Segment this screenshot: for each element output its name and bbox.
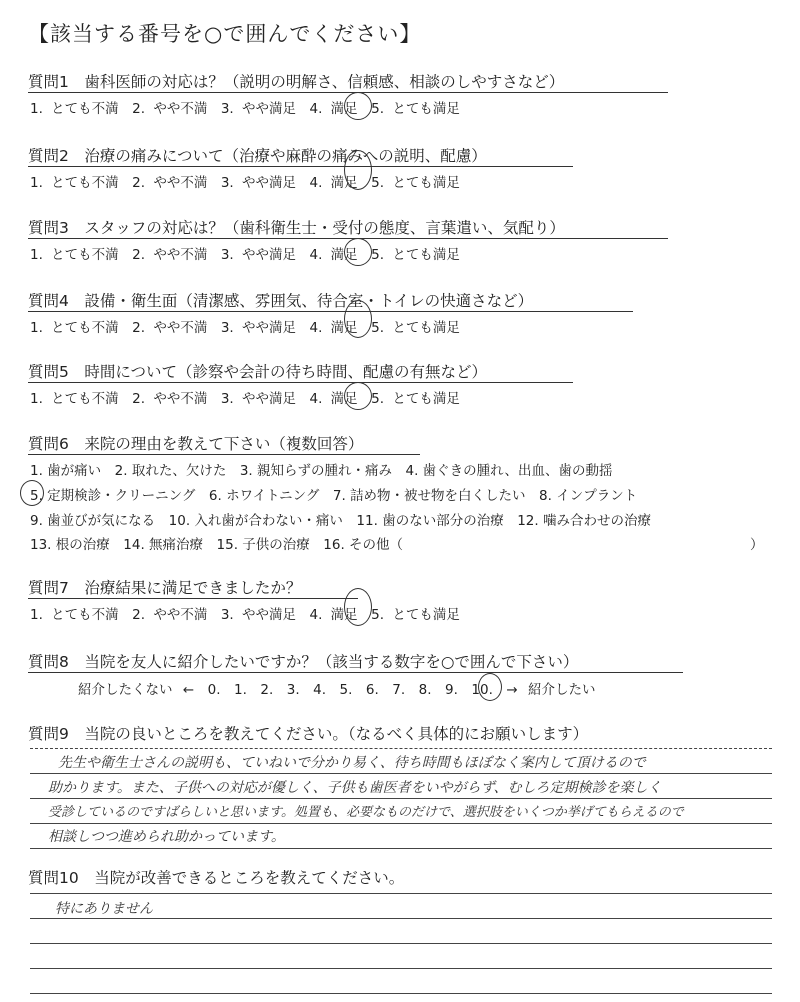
question-9-line-4 <box>30 848 772 849</box>
question-1-underline <box>28 92 668 93</box>
question-9-answer-line-2: 助かります。また、子供への対応が優しく、子供も歯医者をいやがらず、むしろ定期検診を楽しく <box>48 780 662 796</box>
question-7-options: 1. とても不満 2. やや不満 3. やや満足 4. 満足 5. とても満足 <box>30 607 460 623</box>
question-10-line-3 <box>30 968 772 969</box>
question-6-other-close: ） <box>750 537 764 553</box>
question-4-title: 質問4 設備・衛生面（清潔感、雰囲気、待合室・トイレの快適さなど） <box>28 292 534 310</box>
question-4-underline <box>28 311 633 312</box>
question-10-line-4 <box>30 993 772 994</box>
question-1-title: 質問1 歯科医師の対応は？（説明の明解さ、信頼感、相談のしやすさなど） <box>28 73 565 91</box>
question-9-title: 質問9 当院の良いところを教えてください。（なるべく具体的にお願いします） <box>28 725 589 743</box>
question-2-title: 質問2 治療の痛みについて（治療や麻酔の痛みへの説明、配慮） <box>28 147 487 165</box>
question-9-answer-line-1: 先生や衛生士さんの説明も、ていねいで分かり易く、待ち時間もほぼなく案内して頂けるので <box>58 755 646 771</box>
question-6-underline <box>28 454 420 455</box>
question-6-options-row-3: 9. 歯並びが気になる 10. 入れ歯が合わない・痛い 11. 歯のない部分の治療 12. 噛み合わせの治療 <box>30 513 651 529</box>
question-6-options-row-4: 13. 根の治療 14. 無痛治療 15. 子供の治療 16. その他（ <box>30 537 404 553</box>
question-10-answer: 特にありません <box>55 901 153 917</box>
form-header: 【該当する番号を○で囲んでください】 <box>28 22 422 46</box>
question-9-line-2 <box>30 798 772 799</box>
question-6-options-row-2: 5. 定期検診・クリーニング 6. ホワイトニング 7. 詰め物・被せ物を白くしたい 8. インプラント <box>30 488 638 504</box>
question-5-selection-circle <box>344 382 372 410</box>
question-1-selection-circle <box>344 92 372 120</box>
question-3-underline <box>28 238 668 239</box>
question-5-title: 質問5 時間について（診察や会計の待ち時間、配慮の有無など） <box>28 363 488 381</box>
question-8-selection-circle <box>478 673 502 701</box>
question-7-underline <box>28 598 358 599</box>
question-5-options: 1. とても不満 2. やや不満 3. やや満足 4. 満足 5. とても満足 <box>30 391 460 407</box>
question-10-line-1 <box>30 918 772 919</box>
question-8-underline <box>28 672 683 673</box>
question-8-scale: 紹介したくない ← 0. 1. 2. 3. 4. 5. 6. 7. 8. 9. 10. → 紹介したい <box>78 682 596 698</box>
question-4-selection-circle <box>344 300 372 338</box>
question-9-answer-line-4: 相談しつつ進められ助かっています。 <box>48 829 285 845</box>
question-3-options: 1. とても不満 2. やや不満 3. やや満足 4. 満足 5. とても満足 <box>30 247 460 263</box>
question-3-selection-circle <box>344 238 372 266</box>
question-3-title: 質問3 スタッフの対応は？（歯科衛生士・受付の態度、言葉遣い、気配り） <box>28 219 565 237</box>
question-9-dashed-line <box>30 748 772 750</box>
question-10-line-0 <box>30 893 772 894</box>
question-2-selection-circle <box>344 150 372 190</box>
question-7-title: 質問7 治療結果に満足できましたか？ <box>28 579 302 597</box>
question-6-options-row-1: 1. 歯が痛い 2. 取れた、欠けた 3. 親知らずの腫れ・痛み 4. 歯ぐきの腫れ、出血、歯の動揺 <box>30 463 613 479</box>
question-9-answer-line-3: 受診しているのですばらしいと思います。処置も、必要なものだけで、選択肢をいくつか挙げてもらえるので <box>48 805 684 820</box>
question-2-underline <box>28 166 573 167</box>
question-10-line-2 <box>30 943 772 944</box>
question-8-title: 質問8 当院を友人に紹介したいですか？（該当する数字を○で囲んで下さい） <box>28 653 579 671</box>
question-2-options: 1. とても不満 2. やや不満 3. やや満足 4. 満足 5. とても満足 <box>30 175 460 191</box>
question-9-line-3 <box>30 823 772 824</box>
question-6-title: 質問6 来院の理由を教えて下さい（複数回答） <box>28 435 364 453</box>
question-7-selection-circle <box>344 588 372 626</box>
question-5-underline <box>28 382 573 383</box>
question-10-title: 質問10 当院が改善できるところを教えてください。 <box>28 869 405 887</box>
question-6-selection-circle <box>20 480 44 506</box>
question-4-options: 1. とても不満 2. やや不満 3. やや満足 4. 満足 5. とても満足 <box>30 320 460 336</box>
question-1-options: 1. とても不満 2. やや不満 3. やや満足 4. 満足 5. とても満足 <box>30 101 460 117</box>
question-9-line-1 <box>30 773 772 774</box>
